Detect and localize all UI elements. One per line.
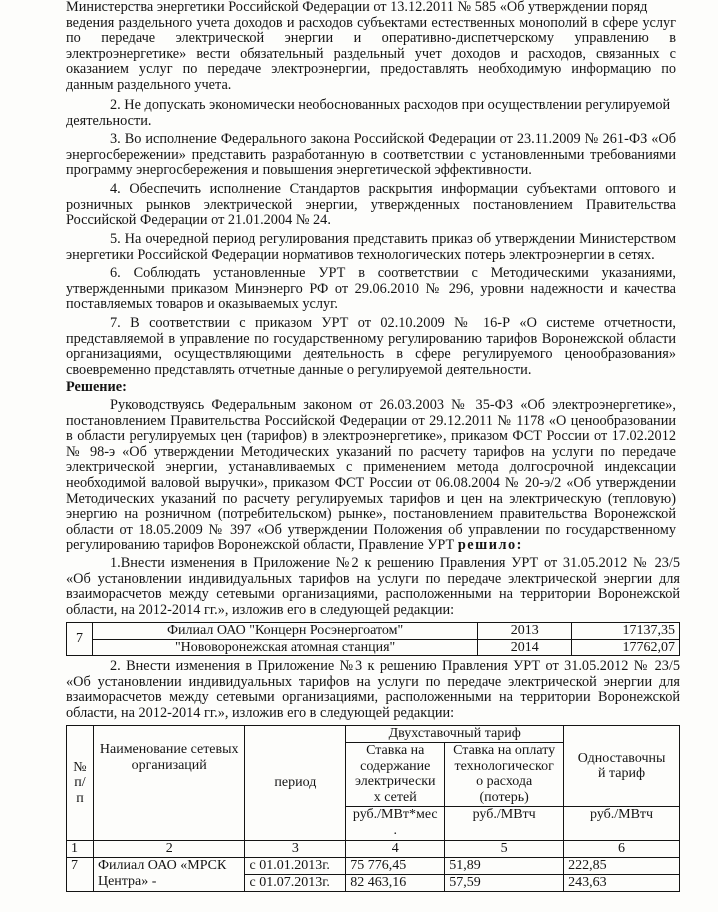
amendment-line: 2. Внести изменения в Приложение №3 к решению Правления УРТ от 31.05.2012 № 23/5 xyxy=(110,658,680,674)
intro-line: по передаче электрической энергии и оперативно-диспетчерскому управлению в xyxy=(66,30,676,47)
item-line: 2. Не допускать экономически необоснованных расходов при осуществлении регулируемой xyxy=(110,97,671,113)
intro-paragraph xyxy=(66,0,676,94)
decision-line: энергию на розничном (потребительском) рынке», постановлением правительства Воронежской xyxy=(66,506,676,523)
item-line: энергетики Российской Федерации нормативов технологических потерь электроэнергии в сетях. xyxy=(66,246,655,263)
losses-cell: 51,89 xyxy=(445,858,564,875)
item-line: 6. Соблюдать установленные УРТ в соответствии с Методическими указаниями, xyxy=(110,265,676,281)
item-line: энергосбережении» представить разработанную в соответствии с установленными требованиями xyxy=(66,146,676,163)
item-line: 4. Обеспечить исполнение Стандартов раскрытия информации субъектами оптового и xyxy=(110,181,676,197)
period-cell: с 01.07.2013г. xyxy=(245,875,346,892)
item-line: поставляемых товаров и оказываемых услуг. xyxy=(66,296,338,313)
amendment-line: взаиморасчетов между сетевыми организациями, расположенными на территории Воронежской xyxy=(66,689,680,706)
unit-maintenance: руб./МВт*мес . xyxy=(346,807,445,841)
value-cell: 17762,07 xyxy=(572,639,680,656)
decision-line: электрической энергии, устанавливаемых с применением метода долгосрочной индексации xyxy=(66,459,676,476)
item-5 xyxy=(66,232,676,263)
intro-line: ведения раздельного учета доходов и расходов субъектами естественных монополий в сфере услуг xyxy=(66,14,676,31)
tariff-table-1 xyxy=(66,622,680,656)
amendment-1 xyxy=(66,556,680,618)
item-line: 5. На очередной период регулирования представить приказ об утверждении Министерством xyxy=(110,231,676,247)
item-2 xyxy=(66,98,676,129)
amendment-line: «Об установлении индивидуальных тарифов на услуги по передаче электрической энергии для xyxy=(66,673,680,690)
decision-line: № 98-э «Об утверждении Методических указаний по расчету тарифов на услуги по передаче xyxy=(66,443,676,460)
item-line: 7. В соответствии с приказом УРТ от 02.10.2009 № 16-Р «О системе отчетности, xyxy=(110,315,676,331)
decision-line: постановлением Правительства Российской Федерации от 29.12.2011 № 1178 «О ценообразовании xyxy=(66,412,676,429)
decision-line: области от 18.05.2009 № 397 «Об утверждении Положения об управлении по государственному xyxy=(66,521,676,538)
unit-one-part: руб./МВтч xyxy=(564,807,680,841)
losses-cell: 57,59 xyxy=(445,875,564,892)
item-line: розничных рынков электрической энергии, утвержденных постановлением Правительства xyxy=(66,196,676,213)
intro-line: данным раздельного учета. xyxy=(66,76,232,93)
header-two-part: Двухставочный тариф xyxy=(346,726,564,743)
header-org: Наименование сетевых организаций xyxy=(93,726,245,841)
value-cell: 17137,35 xyxy=(572,623,680,640)
decision-line: Методических указаний по расчету регулируемых тарифов и цен на электрическую (тепловую) xyxy=(66,490,676,507)
amendment-line: области, на 2012-2014 гг.», изложив его в следующей редакции: xyxy=(66,601,455,618)
item-line: своевременно представлять отчетные данные о регулируемой деятельности. xyxy=(66,361,532,378)
decision-line: необходимой валовой выручки», приказом ФСТ России от 06.08.2004 № 20-э/2 «Об утверждении xyxy=(66,474,676,491)
year-cell: 2013 xyxy=(478,623,572,640)
row-number: 7 xyxy=(67,623,93,656)
decision-paragraph xyxy=(66,398,676,554)
one-part-cell: 243,63 xyxy=(564,875,680,892)
amendment-line: взаиморасчетов между сетевыми организациями, расположенными на территории Воронежской xyxy=(66,586,680,603)
period-cell: с 01.01.2013г. xyxy=(245,858,346,875)
maintenance-cell: 75 776,45 xyxy=(346,858,445,875)
col-number: 4 xyxy=(346,841,445,858)
intro-line: Министерства энергетики Российской Федерации от 13.12.2011 № 585 «Об утверждении поряд xyxy=(66,0,648,15)
intro-line: электроэнергетике» вести обязательный раздельный учет доходов и расходов, связанных с xyxy=(66,45,676,62)
item-line: деятельности. xyxy=(66,112,152,129)
item-line: 3. Во исполнение Федерального закона Российской Федерации от 23.11.2009 № 261-ФЗ «Об xyxy=(110,131,676,147)
decision-line: регулированию тарифов Воронежской области, Правление УРТ xyxy=(66,537,455,554)
intro-line: оказанием услуг по передаче электроэнергии, предоставлять необходимую информацию по xyxy=(66,61,676,78)
resolved-word: решило: xyxy=(457,537,523,554)
column-numbers-row xyxy=(67,841,680,858)
col-number: 5 xyxy=(445,841,564,858)
header-one-part: Одноставочны й тариф xyxy=(564,726,680,807)
item-4 xyxy=(66,182,676,229)
tariff-table-2 xyxy=(66,725,680,892)
org-name-line2: "Нововоронежская атомная станция" xyxy=(92,639,477,656)
col-number: 3 xyxy=(245,841,346,858)
header-num: № п/ п xyxy=(67,726,94,841)
row-number: 7 xyxy=(67,858,94,892)
item-6 xyxy=(66,266,676,313)
amendment-line: 1.Внести изменения в Приложение №2 к решению Правления УРТ от 31.05.2012 № 23/5 xyxy=(110,555,680,571)
decision-heading: Решение: xyxy=(66,379,127,395)
decision-line: в области регулируемых цен (тарифов) в электроэнергетике», приказом ФСТ России от 17.02.2012 xyxy=(66,428,676,445)
header-rate-losses: Ставка на оплату технологическог о расхода (потерь) xyxy=(445,743,564,807)
one-part-cell: 222,85 xyxy=(564,858,680,875)
unit-losses: руб./МВтч xyxy=(445,807,564,841)
year-cell: 2014 xyxy=(478,639,572,656)
org-name: Филиал ОАО «МРСК Центра» - xyxy=(93,858,245,892)
col-number: 6 xyxy=(564,841,680,858)
item-line: программу энергосбережения и повышения энергетической эффективности. xyxy=(66,162,532,179)
maintenance-cell: 82 463,16 xyxy=(346,875,445,892)
item-7 xyxy=(66,316,676,378)
header-rate-maintenance: Ставка на содержание электрически х сетей xyxy=(346,743,445,807)
col-number: 1 xyxy=(67,841,94,858)
item-line: утвержденными приказом Минэнерго РФ от 29.06.2010 № 296, уровни надежности и качества xyxy=(66,280,676,297)
amendment-line: «Об установлении индивидуальных тарифов на услуги по передаче электрической энергии для xyxy=(66,570,680,587)
table-row xyxy=(67,858,680,875)
item-line: представляемой в управление по государственному регулированию тарифов Воронежской области xyxy=(66,330,676,347)
item-line: организациями, осуществляющими деятельность в сфере регулируемого ценообразования» xyxy=(66,346,676,363)
org-name-line1: Филиал ОАО "Концерн Росэнергоатом" xyxy=(92,623,477,640)
amendment-2 xyxy=(66,659,680,721)
item-line: Российской Федерации от 21.01.2004 № 24. xyxy=(66,212,331,229)
header-period: период xyxy=(245,726,346,841)
amendment-line: области, на 2012-2014 гг.», изложив его в следующей редакции: xyxy=(66,704,455,721)
decision-line: Руководствуясь Федеральным законом от 26.03.2003 № 35-ФЗ «Об электроэнергетике», xyxy=(110,397,676,413)
col-number: 2 xyxy=(93,841,245,858)
item-3 xyxy=(66,132,676,179)
